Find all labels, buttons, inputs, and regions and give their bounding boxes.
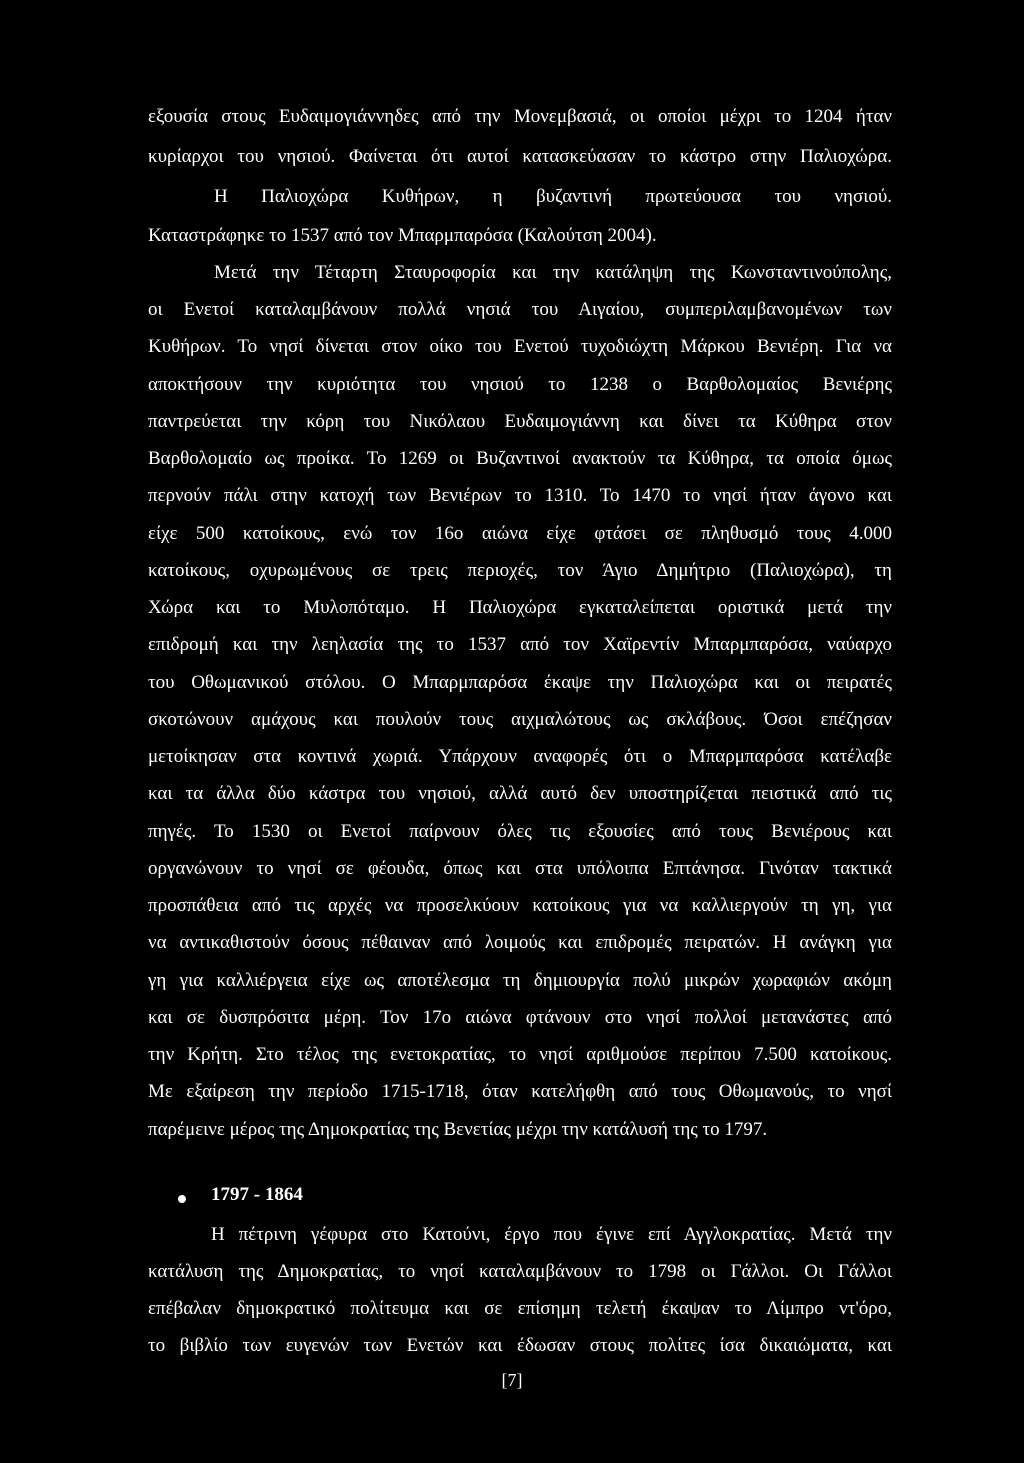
caption-line: Καταστράφηκε το 1537 από τον Μπαρμπαρόσα (Καλούτση 2004). — [148, 225, 657, 246]
text-line: εξουσία στους Ευδαιμογιάννηδες από την Μονεμβασιά, οι οποίοι μέχρι το 1204 ήταν — [148, 106, 892, 127]
caption-line: Η πέτρινη γέφυρα στο Κατούνι, έργο που έγινε επί Αγγλοκρατίας. Μετά την — [211, 1224, 892, 1245]
text-line: και σε δυσπρόσιτα μέρη. Τον 17ο αιώνα φτάνουν στο νησί πολλοί μετανάστες από — [148, 1007, 892, 1028]
text-line: Κυθήρων. Το νησί δίνεται στον οίκο του Ενετού τυχοδιώχτη Μάρκου Βενιέρη. Για να — [148, 336, 892, 357]
text-line: Βαρθολομαίο ως προίκα. Το 1269 οι Βυζαντινοί ανακτούν τα Κύθηρα, τα οποία όμως — [148, 448, 892, 469]
text-line: Με εξαίρεση την περίοδο 1715-1718, όταν κατελήφθη από τους Οθωμανούς, το νησί — [148, 1081, 892, 1102]
text-line: οργανώνουν το νησί σε φέουδα, όπως και στα υπόλοιπα Επτάνησα. Γινόταν τακτικά — [148, 858, 892, 879]
text-line: παρέμεινε μέρος της Δημοκρατίας της Βενετίας μέχρι την κατάλυσή της το 1797. — [148, 1119, 768, 1140]
text-line: κυρίαρχοι του νησιού. Φαίνεται ότι αυτοί κατασκεύασαν το κάστρο στην Παλιοχώρα. — [148, 146, 892, 167]
section-heading: 1797 - 1864 — [211, 1184, 303, 1205]
text-line: επιδρομή και την λεηλασία της το 1537 από τον Χαϊρεντίν Μπαρμπαρόσα, ναύαρχο — [148, 634, 892, 655]
text-line: το βιβλίο των ευγενών των Ενετών και έδωσαν στους πολίτες ίσα δικαιώματα, και — [148, 1335, 892, 1356]
text-line: σκοτώνουν αμάχους και πουλούν τους αιχμαλώτους ως σκλάβους. Όσοι επέζησαν — [148, 709, 892, 730]
caption-line: Η Παλιοχώρα Κυθήρων, η βυζαντινή πρωτεύουσα του νησιού. — [214, 186, 892, 207]
text-line: κατοίκους, οχυρωμένους σε τρεις περιοχές, τον Άγιο Δημήτριο (Παλιοχώρα), τη — [148, 560, 892, 581]
text-line: Μετά την Τέταρτη Σταυροφορία και την κατάληψη της Κωνσταντινούπολης, — [214, 262, 892, 283]
text-line: την Κρήτη. Στο τέλος της ενετοκρατίας, το νησί αριθμούσε περίπου 7.500 κατοίκους. — [148, 1044, 892, 1065]
text-line: παντρεύεται την κόρη του Νικόλαου Ευδαιμογιάννη και δίνει τα Κύθηρα στον — [148, 411, 892, 432]
bullet-icon — [178, 1195, 186, 1203]
text-line: οι Ενετοί καταλαμβάνουν πολλά νησιά του Αιγαίου, συμπεριλαμβανομένων των — [148, 299, 892, 320]
text-line: επέβαλαν δημοκρατικό πολίτευμα και σε επίσημη τελετή έκαψαν το Λίμπρο ντ'όρο, — [148, 1298, 892, 1319]
text-line: και τα άλλα δύο κάστρα του νησιού, αλλά αυτό δεν υποστηρίζεται πειστικά από τις — [148, 783, 892, 804]
text-line: Χώρα και το Μυλοπόταμο. Η Παλιοχώρα εγκαταλείπεται οριστικά μετά την — [148, 597, 892, 618]
page-number: [7] — [501, 1370, 523, 1390]
text-line: είχε 500 κατοίκους, ενώ τον 16ο αιώνα είχε φτάσει σε πληθυσμό τους 4.000 — [148, 523, 892, 544]
text-line: περνούν πάλι στην κατοχή των Βενιέρων το 1310. Το 1470 το νησί ήταν άγονο και — [148, 485, 892, 506]
text-line: να αντικαθιστούν όσους πέθαιναν από λοιμούς και επιδρομές πειρατών. Η ανάγκη για — [148, 932, 892, 953]
text-line: προσπάθεια από τις αρχές να προσελκύουν κατοίκους για να καλλιεργούν τη γη, για — [148, 895, 892, 916]
text-line: αποκτήσουν την κυριότητα του νησιού το 1238 ο Βαρθολομαίος Βενιέρης — [148, 374, 892, 395]
text-line: μετοίκησαν στα κοντινά χωριά. Υπάρχουν αναφορές ότι ο Μπαρμπαρόσα κατέλαβε — [148, 746, 892, 767]
text-line: του Οθωμανικού στόλου. Ο Μπαρμπαρόσα έκαψε την Παλιοχώρα και οι πειρατές — [148, 672, 892, 693]
text-line: πηγές. Το 1530 οι Ενετοί παίρνουν όλες τις εξουσίες από τους Βενιέρους και — [148, 821, 892, 842]
text-line: γη για καλλιέργεια είχε ως αποτέλεσμα τη δημιουργία πολύ μικρών χωραφιών ακόμη — [148, 970, 892, 991]
text-line: κατάλυση της Δημοκρατίας, το νησί καταλαμβάνουν το 1798 οι Γάλλοι. Οι Γάλλοι — [148, 1261, 892, 1282]
